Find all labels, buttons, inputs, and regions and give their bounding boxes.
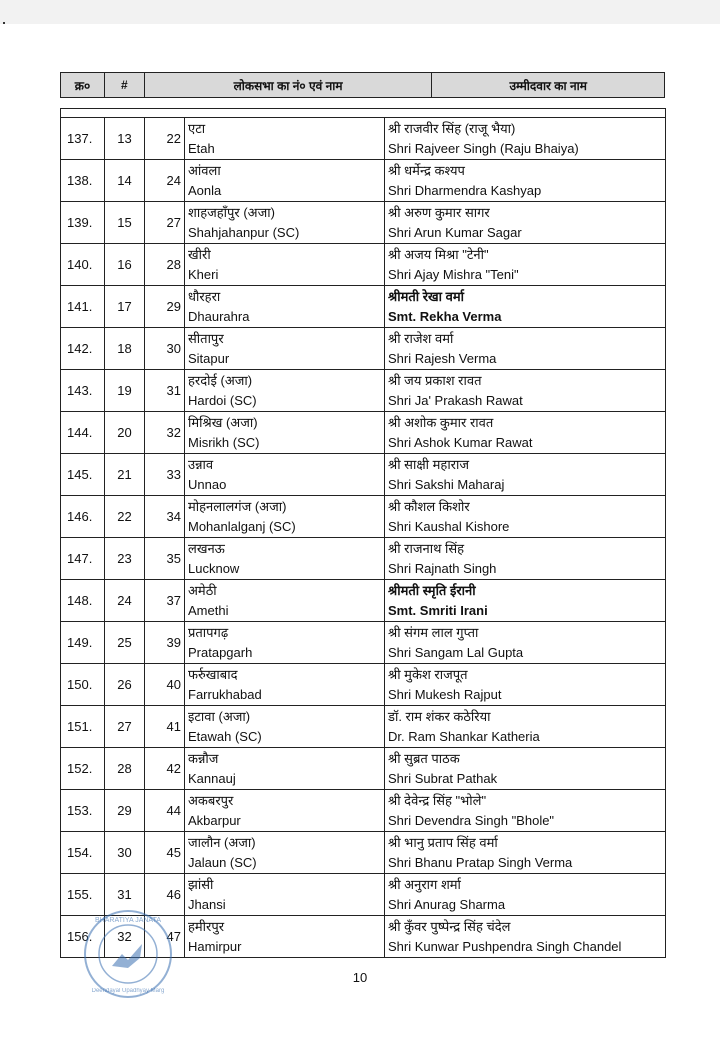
index-cell: 20 — [105, 412, 145, 454]
constituency-name-cell-hindi: एटा — [188, 120, 206, 136]
constituency-name-cell-english: Etawah (SC) — [188, 728, 262, 744]
table-spacer-row — [61, 109, 666, 118]
constituency-name-cell — [185, 328, 385, 370]
constituency-name-cell-hindi: हमीरपुर — [188, 918, 225, 934]
candidate-name-cell — [385, 622, 666, 664]
index-cell: 14 — [105, 160, 145, 202]
constituency-name-cell-english: Hamirpur — [188, 938, 242, 954]
index-cell: 21 — [105, 454, 145, 496]
constituency-name-cell-english: Unnao — [188, 476, 227, 492]
constituency-number-cell: 44 — [145, 790, 185, 832]
candidate-name-cell — [385, 916, 666, 958]
constituency-name-cell-english: Farrukhabad — [188, 686, 262, 702]
serial-cell: 149. — [61, 622, 105, 664]
table-row — [61, 496, 666, 538]
constituency-name-cell — [185, 538, 385, 580]
corner-mark — [3, 22, 5, 24]
table-row — [61, 412, 666, 454]
table-row — [61, 370, 666, 412]
index-cell: 27 — [105, 706, 145, 748]
constituency-name-cell-english: Jalaun (SC) — [188, 854, 257, 870]
constituency-name-cell-english: Hardoi (SC) — [188, 392, 257, 408]
candidate-name-cell-hindi: श्री जय प्रकाश रावत — [388, 372, 482, 388]
candidate-name-cell-hindi: श्री राजेश वर्मा — [388, 330, 454, 346]
candidate-name-cell — [385, 706, 666, 748]
constituency-name-cell — [185, 580, 385, 622]
candidate-name-cell-english: Shri Rajesh Verma — [388, 350, 497, 366]
header-hash: # — [104, 73, 144, 98]
constituency-number-cell: 45 — [145, 832, 185, 874]
serial-cell: 154. — [61, 832, 105, 874]
constituency-number-cell: 29 — [145, 286, 185, 328]
table-row — [61, 118, 666, 160]
candidate-name-cell — [385, 160, 666, 202]
constituency-number-cell: 37 — [145, 580, 185, 622]
constituency-number-cell: 22 — [145, 118, 185, 160]
constituency-name-cell — [185, 370, 385, 412]
constituency-name-cell-english: Jhansi — [188, 896, 226, 912]
constituency-name-cell-hindi: धौरहरा — [188, 288, 221, 304]
constituency-name-cell-hindi: प्रतापगढ़ — [188, 624, 229, 640]
candidate-name-cell-english: Shri Dharmendra Kashyap — [388, 182, 542, 198]
constituency-name-cell-hindi: कन्नौज — [188, 750, 219, 766]
candidate-name-cell-hindi: श्री भानु प्रताप सिंह वर्मा — [388, 834, 498, 850]
index-cell: 24 — [105, 580, 145, 622]
index-cell: 16 — [105, 244, 145, 286]
table-header — [60, 72, 665, 98]
serial-cell: 142. — [61, 328, 105, 370]
constituency-name-cell-hindi: फर्रुखाबाद — [188, 666, 238, 682]
candidate-name-cell-english: Dr. Ram Shankar Katheria — [388, 728, 540, 744]
index-cell: 29 — [105, 790, 145, 832]
candidate-name-cell — [385, 496, 666, 538]
constituency-name-cell-hindi: शाहजहाँपुर (अजा) — [188, 204, 275, 220]
candidate-name-cell-english: Shri Rajnath Singh — [388, 560, 497, 576]
serial-cell: 150. — [61, 664, 105, 706]
candidate-name-cell-english: Shri Ajay Mishra "Teni" — [388, 266, 519, 282]
serial-cell: 138. — [61, 160, 105, 202]
serial-cell: 139. — [61, 202, 105, 244]
candidate-name-cell-hindi: श्रीमती रेखा वर्मा — [388, 288, 465, 304]
constituency-name-cell — [185, 790, 385, 832]
serial-cell: 145. — [61, 454, 105, 496]
header-candidate: उम्मीदवार का नाम — [432, 73, 665, 98]
candidate-name-cell — [385, 580, 666, 622]
table-row — [61, 748, 666, 790]
constituency-name-cell — [185, 244, 385, 286]
candidate-table — [60, 108, 666, 958]
constituency-name-cell-hindi: सीतापुर — [188, 330, 224, 346]
constituency-name-cell-english: Amethi — [188, 602, 229, 618]
constituency-name-cell — [185, 412, 385, 454]
serial-cell: 146. — [61, 496, 105, 538]
top-bar — [0, 0, 720, 24]
candidate-name-cell-english: Shri Kaushal Kishore — [388, 518, 510, 534]
index-cell: 25 — [105, 622, 145, 664]
constituency-name-cell-hindi: खीरी — [188, 246, 211, 262]
page-number: 10 — [352, 970, 368, 985]
constituency-name-cell-hindi: आंवला — [188, 162, 221, 178]
table-row — [61, 664, 666, 706]
serial-cell: 140. — [61, 244, 105, 286]
candidate-name-cell-hindi: श्री मुकेश राजपूत — [388, 666, 468, 682]
candidate-name-cell-english: Shri Devendra Singh "Bhole" — [388, 812, 555, 828]
table-row — [61, 622, 666, 664]
candidate-name-cell-english: Shri Arun Kumar Sagar — [388, 224, 522, 240]
table-row — [61, 244, 666, 286]
serial-cell: 137. — [61, 118, 105, 160]
constituency-number-cell: 33 — [145, 454, 185, 496]
constituency-name-cell — [185, 916, 385, 958]
candidate-name-cell — [385, 874, 666, 916]
constituency-name-cell — [185, 874, 385, 916]
constituency-name-cell-hindi: हरदोई (अजा) — [188, 372, 253, 388]
serial-cell: 153. — [61, 790, 105, 832]
constituency-number-cell: 30 — [145, 328, 185, 370]
table-row — [61, 328, 666, 370]
constituency-name-cell — [185, 706, 385, 748]
constituency-number-cell: 28 — [145, 244, 185, 286]
candidate-name-cell-hindi: श्री सुब्रत पाठक — [388, 750, 460, 766]
candidate-name-cell-english: Shri Sakshi Maharaj — [388, 476, 505, 492]
candidate-name-cell — [385, 412, 666, 454]
constituency-name-cell-english: Aonla — [188, 182, 222, 198]
constituency-number-cell: 39 — [145, 622, 185, 664]
table-row — [61, 580, 666, 622]
constituency-name-cell-hindi: उन्नाव — [188, 456, 214, 472]
constituency-name-cell-english: Shahjahanpur (SC) — [188, 224, 300, 240]
header-serial: क्र० — [61, 73, 105, 98]
index-cell: 32 — [105, 916, 145, 958]
constituency-name-cell-hindi: लखनऊ — [188, 540, 225, 556]
candidate-name-cell-hindi: श्री देवेन्द्र सिंह "भोले" — [388, 792, 487, 808]
constituency-name-cell — [185, 664, 385, 706]
constituency-name-cell-english: Akbarpur — [188, 812, 241, 828]
table-row — [61, 286, 666, 328]
candidate-name-cell — [385, 202, 666, 244]
table-row — [61, 832, 666, 874]
candidate-name-cell — [385, 538, 666, 580]
candidate-name-cell — [385, 664, 666, 706]
constituency-number-cell: 46 — [145, 874, 185, 916]
constituency-name-cell-hindi: जालौन (अजा) — [188, 834, 256, 850]
table-row — [61, 454, 666, 496]
constituency-number-cell: 40 — [145, 664, 185, 706]
serial-cell: 148. — [61, 580, 105, 622]
index-cell: 26 — [105, 664, 145, 706]
candidate-name-cell — [385, 328, 666, 370]
candidate-name-cell-hindi: श्री धर्मेन्द्र कश्यप — [388, 162, 465, 178]
candidate-name-cell-hindi: श्री अनुराग शर्मा — [388, 876, 461, 892]
constituency-name-cell — [185, 286, 385, 328]
constituency-name-cell-english: Mohanlalganj (SC) — [188, 518, 296, 534]
candidate-name-cell-english: Shri Rajveer Singh (Raju Bhaiya) — [388, 140, 579, 156]
constituency-name-cell-english: Kheri — [188, 266, 219, 282]
serial-cell: 144. — [61, 412, 105, 454]
serial-cell: 147. — [61, 538, 105, 580]
index-cell: 13 — [105, 118, 145, 160]
constituency-number-cell: 41 — [145, 706, 185, 748]
candidate-name-cell-hindi: श्री संगम लाल गुप्ता — [388, 624, 479, 640]
table-row — [61, 538, 666, 580]
candidate-name-cell-hindi: श्री साक्षी महाराज — [388, 456, 470, 472]
index-cell: 15 — [105, 202, 145, 244]
constituency-name-cell-english: Etah — [188, 140, 215, 156]
svg-text:BHARATIYA JANATA: BHARATIYA JANATA — [95, 917, 161, 924]
candidate-name-cell-hindi: श्री राजवीर सिंह (राजू भैया) — [388, 120, 516, 136]
header-constituency: लोकसभा का नं० एवं नाम — [144, 73, 432, 98]
candidate-name-cell-hindi: श्री अशोक कुमार रावत — [388, 414, 494, 430]
svg-text:Deendayal Upadhyay Marg: Deendayal Upadhyay Marg — [91, 988, 165, 994]
index-cell: 28 — [105, 748, 145, 790]
candidate-name-cell-english: Shri Subrat Pathak — [388, 770, 498, 786]
index-cell: 22 — [105, 496, 145, 538]
candidate-name-cell-english: Shri Kunwar Pushpendra Singh Chandel — [388, 938, 622, 954]
constituency-name-cell-english: Sitapur — [188, 350, 230, 366]
index-cell: 17 — [105, 286, 145, 328]
constituency-name-cell — [185, 202, 385, 244]
candidate-name-cell — [385, 370, 666, 412]
table-row — [61, 706, 666, 748]
constituency-number-cell: 27 — [145, 202, 185, 244]
index-cell: 31 — [105, 874, 145, 916]
candidate-name-cell-english: Smt. Rekha Verma — [388, 308, 502, 324]
candidate-name-cell-english: Smt. Smriti Irani — [388, 602, 488, 618]
candidate-name-cell — [385, 244, 666, 286]
candidate-name-cell-english: Shri Anurag Sharma — [388, 896, 506, 912]
candidate-name-cell-hindi: श्री कुँवर पुष्पेन्द्र सिंह चंदेल — [388, 918, 511, 934]
candidate-name-cell — [385, 286, 666, 328]
candidate-table-body — [61, 109, 666, 958]
constituency-name-cell-hindi: झांसी — [188, 876, 214, 892]
table-row — [61, 160, 666, 202]
candidate-name-cell-english: Shri Ja' Prakash Rawat — [388, 392, 523, 408]
constituency-number-cell: 31 — [145, 370, 185, 412]
constituency-name-cell-hindi: इटावा (अजा) — [188, 708, 251, 724]
candidate-name-cell-hindi: श्रीमती स्मृति ईरानी — [388, 582, 476, 598]
table-row — [61, 790, 666, 832]
serial-cell: 155. — [61, 874, 105, 916]
candidate-name-cell-english: Shri Sangam Lal Gupta — [388, 644, 524, 660]
constituency-number-cell: 34 — [145, 496, 185, 538]
index-cell: 23 — [105, 538, 145, 580]
constituency-name-cell-english: Dhaurahra — [188, 308, 250, 324]
candidate-name-cell-english: Shri Ashok Kumar Rawat — [388, 434, 533, 450]
constituency-name-cell-hindi: अमेठी — [188, 582, 217, 598]
constituency-name-cell — [185, 118, 385, 160]
candidate-name-cell-hindi: श्री राजनाथ सिंह — [388, 540, 465, 556]
serial-cell: 152. — [61, 748, 105, 790]
serial-cell: 143. — [61, 370, 105, 412]
constituency-name-cell — [185, 622, 385, 664]
candidate-name-cell-english: Shri Bhanu Pratap Singh Verma — [388, 854, 573, 870]
constituency-number-cell: 32 — [145, 412, 185, 454]
serial-cell: 151. — [61, 706, 105, 748]
constituency-name-cell-english: Pratapgarh — [188, 644, 253, 660]
index-cell: 18 — [105, 328, 145, 370]
candidate-name-cell-hindi: श्री कौशल किशोर — [388, 498, 470, 514]
constituency-number-cell: 24 — [145, 160, 185, 202]
constituency-name-cell — [185, 832, 385, 874]
constituency-name-cell — [185, 748, 385, 790]
candidate-name-cell-hindi: श्री अरुण कुमार सागर — [388, 204, 490, 220]
index-cell: 30 — [105, 832, 145, 874]
serial-cell: 156. — [61, 916, 105, 958]
constituency-name-cell-hindi: मिश्रिख (अजा) — [188, 414, 258, 430]
constituency-number-cell: 35 — [145, 538, 185, 580]
candidate-name-cell-hindi: श्री अजय मिश्रा "टेनी" — [388, 246, 489, 262]
candidate-name-cell-english: Shri Mukesh Rajput — [388, 686, 502, 702]
candidate-name-cell — [385, 454, 666, 496]
candidate-name-cell — [385, 832, 666, 874]
candidate-name-cell — [385, 118, 666, 160]
candidate-name-cell — [385, 748, 666, 790]
constituency-name-cell-english: Misrikh (SC) — [188, 434, 260, 450]
candidate-name-cell-hindi: डॉ. राम शंकर कठेरिया — [388, 708, 491, 724]
constituency-number-cell: 42 — [145, 748, 185, 790]
constituency-name-cell — [185, 454, 385, 496]
constituency-name-cell — [185, 160, 385, 202]
party-seal-stamp — [82, 908, 174, 1000]
index-cell: 19 — [105, 370, 145, 412]
constituency-number-cell: 47 — [145, 916, 185, 958]
table-row — [61, 202, 666, 244]
constituency-name-cell-english: Kannauj — [188, 770, 236, 786]
candidate-name-cell — [385, 790, 666, 832]
constituency-name-cell — [185, 496, 385, 538]
constituency-name-cell-hindi: मोहनलालगंज (अजा) — [188, 498, 287, 514]
serial-cell: 141. — [61, 286, 105, 328]
constituency-name-cell-english: Lucknow — [188, 560, 240, 576]
constituency-name-cell-hindi: अकबरपुर — [188, 792, 234, 808]
